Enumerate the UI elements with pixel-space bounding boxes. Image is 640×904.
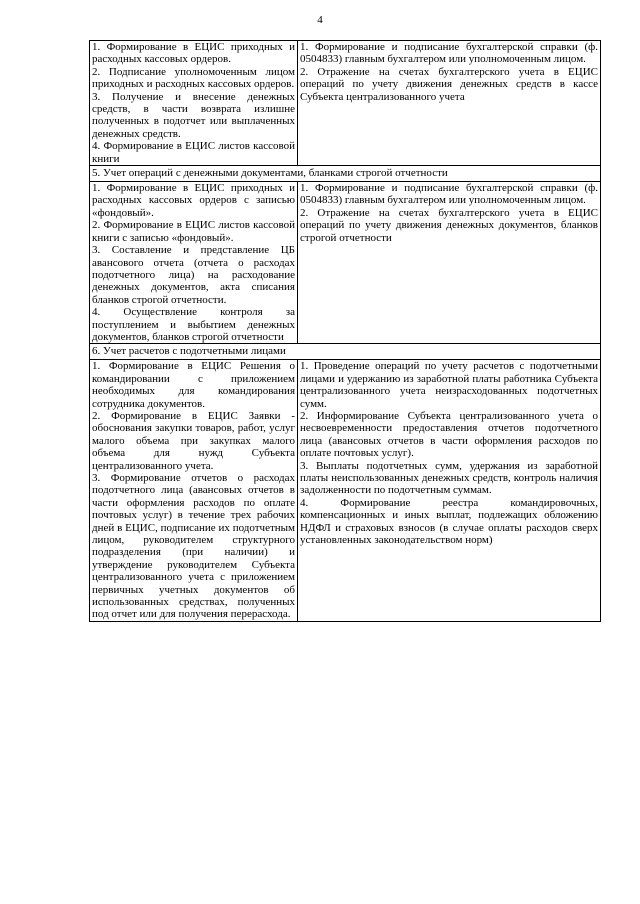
left-cell <box>90 41 298 166</box>
list-item: 2. Информирование Субъекта централизованного учета о несвоевременности предоставления отчетов подотчетного лица (авансовых отчетов в части оформления расходов по оплате почтовых услуг). <box>300 409 598 460</box>
right-cell <box>298 41 601 166</box>
section-header-row <box>90 344 601 360</box>
list-item: 1. Проведение операций по учету расчетов с подотчетными лицами и удержанию из заработной платы работника Субъекта централизованного учета неизрасходованных подотчетных сумм. <box>300 360 598 410</box>
list-item: 3. Формирование отчетов о расходах подотчетного лица (авансовых отчетов в части оформления расходов по оплате почтовых услуг) в течение трех рабочих дней в ЕЦИС, подписание их подотчетным лицом, руководителем структурного подразделения (при наличии) и утверждение руководителем Субъекта централизованного учета с приложением первичных учетных документов об использованных средствах, полученных под отчет или для получения перерасхода. <box>92 472 295 621</box>
list-item: 1. Формирование и подписание бухгалтерской справки (ф. 0504833) главным бухгалтером или уполномоченным лицом. <box>300 182 598 207</box>
list-item: 1. Формирование в ЕЦИС приходных и расходных кассовых ордеров с записью «фондовый». <box>92 182 295 219</box>
list-item: 3. Получение и внесение денежных средств, в части возврата излишне полученных в подотчет или выплаченных денежных средств. <box>92 90 295 140</box>
list-item: 3. Выплаты подотчетных сумм, удержания из заработной платы неиспользованных денежных средств, контроль наличия задолженности по подотчетным суммам. <box>300 459 598 497</box>
section-title: 6. Учет расчетов с подотчетными лицами <box>90 344 601 360</box>
list-item: 4. Формирование в ЕЦИС листов кассовой книги <box>92 140 295 165</box>
list-item: 2. Отражение на счетах бухгалтерского учета в ЕЦИС операций по учету движения денежных документов, бланков строгой отчетности <box>300 206 598 244</box>
section-title: 5. Учет операций с денежными документами, бланками строгой отчетности <box>90 166 601 182</box>
list-item: 3. Составление и представление ЦБ авансового отчета (отчета о расходах подотчетного лица) на расходование денежных документов, акта списания бланков строгой отчетности. <box>92 244 295 306</box>
list-item: 2. Подписание уполномоченным лицом приходных и расходных кассовых ордеров. <box>92 65 295 91</box>
list-item: 2. Формирование в ЕЦИС листов кассовой книги с записью «фондовый». <box>92 219 295 244</box>
left-cell <box>90 182 298 344</box>
list-item: 2. Отражение на счетах бухгалтерского учета в ЕЦИС операций по учету движения денежных средств в кассе Субъекта централизованного учета <box>300 65 598 103</box>
list-item: 4. Осуществление контроля за поступлением и выбытием денежных документов, бланков строгой отчетности <box>92 306 295 343</box>
page-number: 4 <box>317 14 323 26</box>
left-cell <box>90 360 298 622</box>
section-header-row <box>90 166 601 182</box>
table-row <box>90 41 601 166</box>
responsibility-table <box>89 40 601 622</box>
right-cell <box>298 182 601 344</box>
list-item: 1. Формирование в ЕЦИС Решения о командировании с приложением необходимых для командирования сотрудника документов. <box>92 360 295 410</box>
list-item: 2. Формирование в ЕЦИС Заявки - обоснования закупки товаров, работ, услуг малого объема при закупках малого объема для нужд Субъекта централизованного учета. <box>92 409 295 472</box>
list-item: 4. Формирование реестра командировочных, компенсационных и иных выплат, подлежащих обложению НДФЛ и страховых взносов (в случае оплаты расходов сверх установленных законодательством норм) <box>300 496 598 547</box>
list-item: 1. Формирование и подписание бухгалтерской справки (ф. 0504833) главным бухгалтером или уполномоченным лицом. <box>300 41 598 66</box>
list-item: 1. Формирование в ЕЦИС приходных и расходных кассовых ордеров. <box>92 41 295 66</box>
right-cell <box>298 360 601 622</box>
table-row <box>90 360 601 622</box>
table-row <box>90 182 601 344</box>
